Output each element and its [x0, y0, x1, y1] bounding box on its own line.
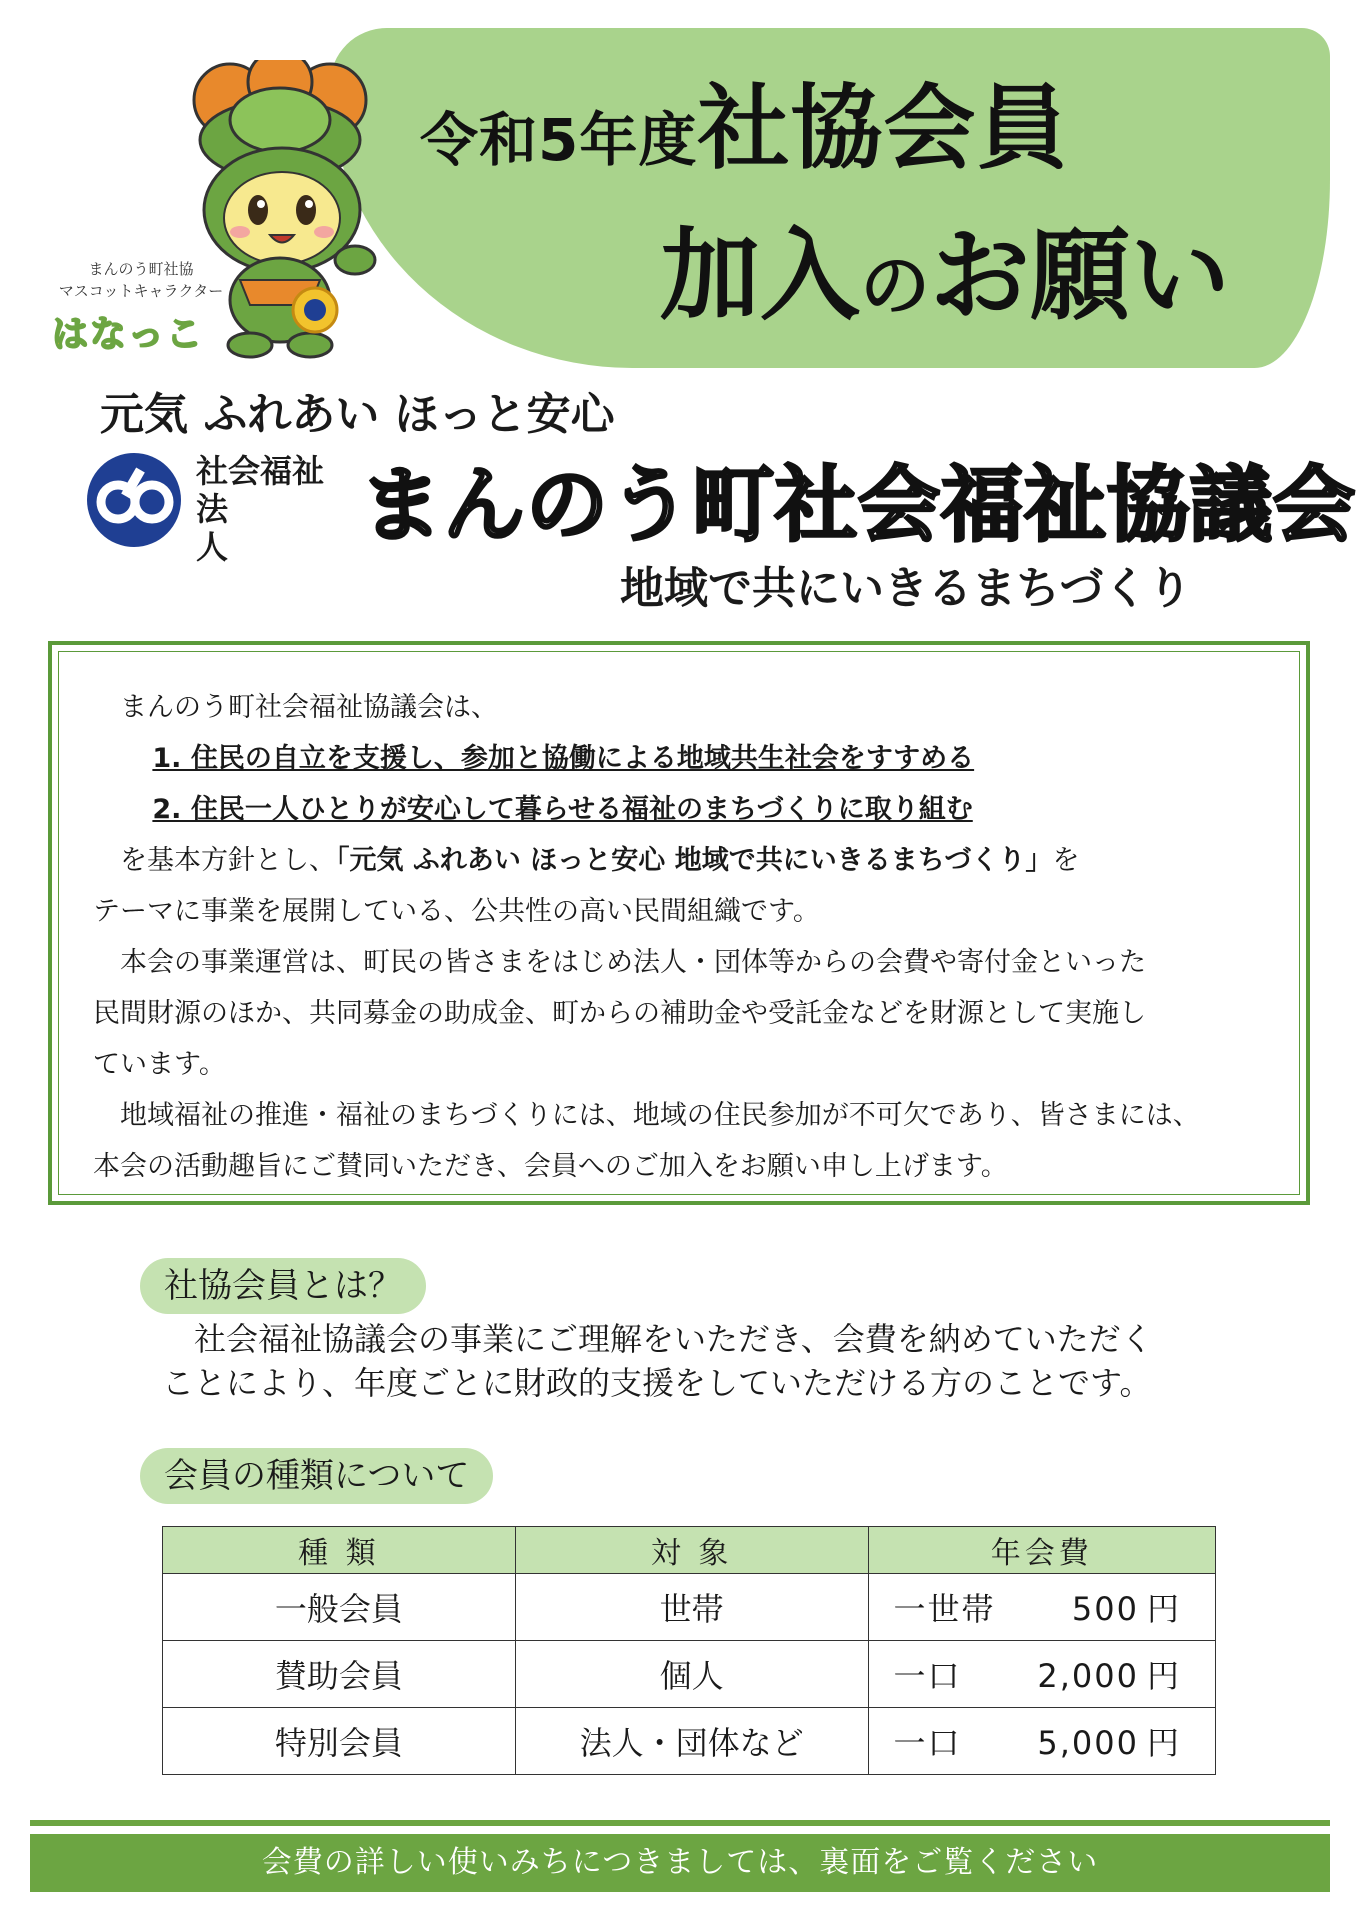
slogan: 元気 ふれあい ほっと安心	[100, 389, 615, 440]
fee-per: 一口	[893, 1724, 962, 1762]
section-label-what-is: 社協会員とは？	[140, 1258, 426, 1314]
footer-notice: 会費の詳しい使いみちにつきましては、裏面をご覧ください	[30, 1834, 1330, 1892]
table-header-row	[163, 1527, 1216, 1574]
column-header: 対 象	[515, 1527, 868, 1574]
intro-box	[48, 641, 1310, 1205]
page-title-line1	[420, 55, 1069, 187]
mascot-name: はなっこ	[52, 314, 205, 355]
member-type: 賛助会員	[163, 1641, 516, 1708]
fee-unit: 円	[1146, 1590, 1181, 1628]
intro-content	[58, 651, 1300, 1195]
fee-per: 一口	[893, 1657, 962, 1695]
intro-line: ています。	[93, 1049, 226, 1080]
section-label-types: 会員の種類について	[140, 1448, 493, 1504]
intro-line	[93, 835, 1265, 886]
title-request: お願い	[930, 217, 1230, 334]
table-row	[163, 1708, 1216, 1775]
title-join: 加入	[660, 217, 860, 334]
member-types-table	[162, 1526, 1216, 1775]
member-type: 特別会員	[163, 1708, 516, 1775]
fee-per: 一世帯	[893, 1590, 996, 1628]
page-title-line2	[660, 195, 1230, 339]
intro-line: テーマに事業を展開している、公共性の高い民間組織です。	[93, 896, 820, 927]
member-target: 法人・団体など	[515, 1708, 868, 1775]
intro-line: 本会の事業運営は、町民の皆さまをはじめ法人・団体等からの会費や寄付金といった	[120, 947, 1146, 978]
mascot-caption-role: マスコットキャラクター	[58, 282, 224, 300]
intro-text: を	[1052, 845, 1080, 876]
member-type: 一般会員	[163, 1574, 516, 1641]
fee-unit: 円	[1146, 1657, 1181, 1695]
title-particle: の	[860, 245, 930, 327]
member-fee	[868, 1641, 1216, 1708]
mascot-caption-org: まんのう町社協	[88, 260, 194, 278]
footer-divider	[30, 1820, 1330, 1826]
what-is-paragraph	[162, 1317, 1232, 1405]
intro-theme-quote: 「元気 ふれあい ほっと安心 地域で共にいきるまちづくり」	[336, 845, 1053, 876]
column-header: 種 類	[163, 1527, 516, 1574]
fee-amount: 5,000	[1037, 1724, 1139, 1762]
column-header: 年会費	[868, 1527, 1216, 1574]
fee-amount: 2,000	[1037, 1657, 1139, 1695]
what-is-line: 社会福祉協議会の事業にご理解をいただき、会費を納めていただく	[194, 1320, 1153, 1358]
org-motto: 地域で共にいきるまちづくり	[620, 563, 1192, 614]
what-is-line: ことにより、年度ごとに財政的支援をしていただける方のことです。	[162, 1364, 1152, 1402]
intro-line: まんのう町社会福祉協議会は、	[120, 692, 498, 723]
policy-item: 1. 住民の自立を支援し、参加と協働による地域共生社会をすすめる	[152, 743, 975, 774]
corporation-type	[196, 452, 346, 566]
fee-unit: 円	[1146, 1724, 1181, 1762]
member-fee	[868, 1708, 1216, 1775]
org-logo-icon	[84, 450, 184, 550]
member-target: 個人	[515, 1641, 868, 1708]
corp-type-line2: 法 人	[196, 490, 267, 566]
intro-line: 地域福祉の推進・福祉のまちづくりには、地域の住民参加が不可欠であり、皆さまには、	[120, 1100, 1200, 1131]
corp-type-line1: 社会福祉	[196, 452, 325, 490]
title-main: 社協会員	[697, 75, 1070, 182]
member-target: 世帯	[515, 1574, 868, 1641]
table-row	[163, 1641, 1216, 1708]
intro-line: 民間財源のほか、共同募金の助成金、町からの補助金や受託金などを財源として実施し	[93, 998, 1146, 1029]
intro-text: を基本方針とし、	[120, 845, 336, 876]
policy-item: 2. 住民一人ひとりが安心して暮らせる福祉のまちづくりに取り組む	[152, 794, 973, 825]
member-fee	[868, 1574, 1216, 1641]
intro-line: 本会の活動趣旨にご賛同いただき、会員へのご加入をお願い申し上げます。	[93, 1151, 1008, 1182]
title-year: 令和5年度	[420, 106, 698, 174]
fee-amount: 500	[1071, 1590, 1139, 1628]
table-row	[163, 1574, 1216, 1641]
organization-name: まんのう町社会福祉協議会	[360, 458, 1357, 553]
